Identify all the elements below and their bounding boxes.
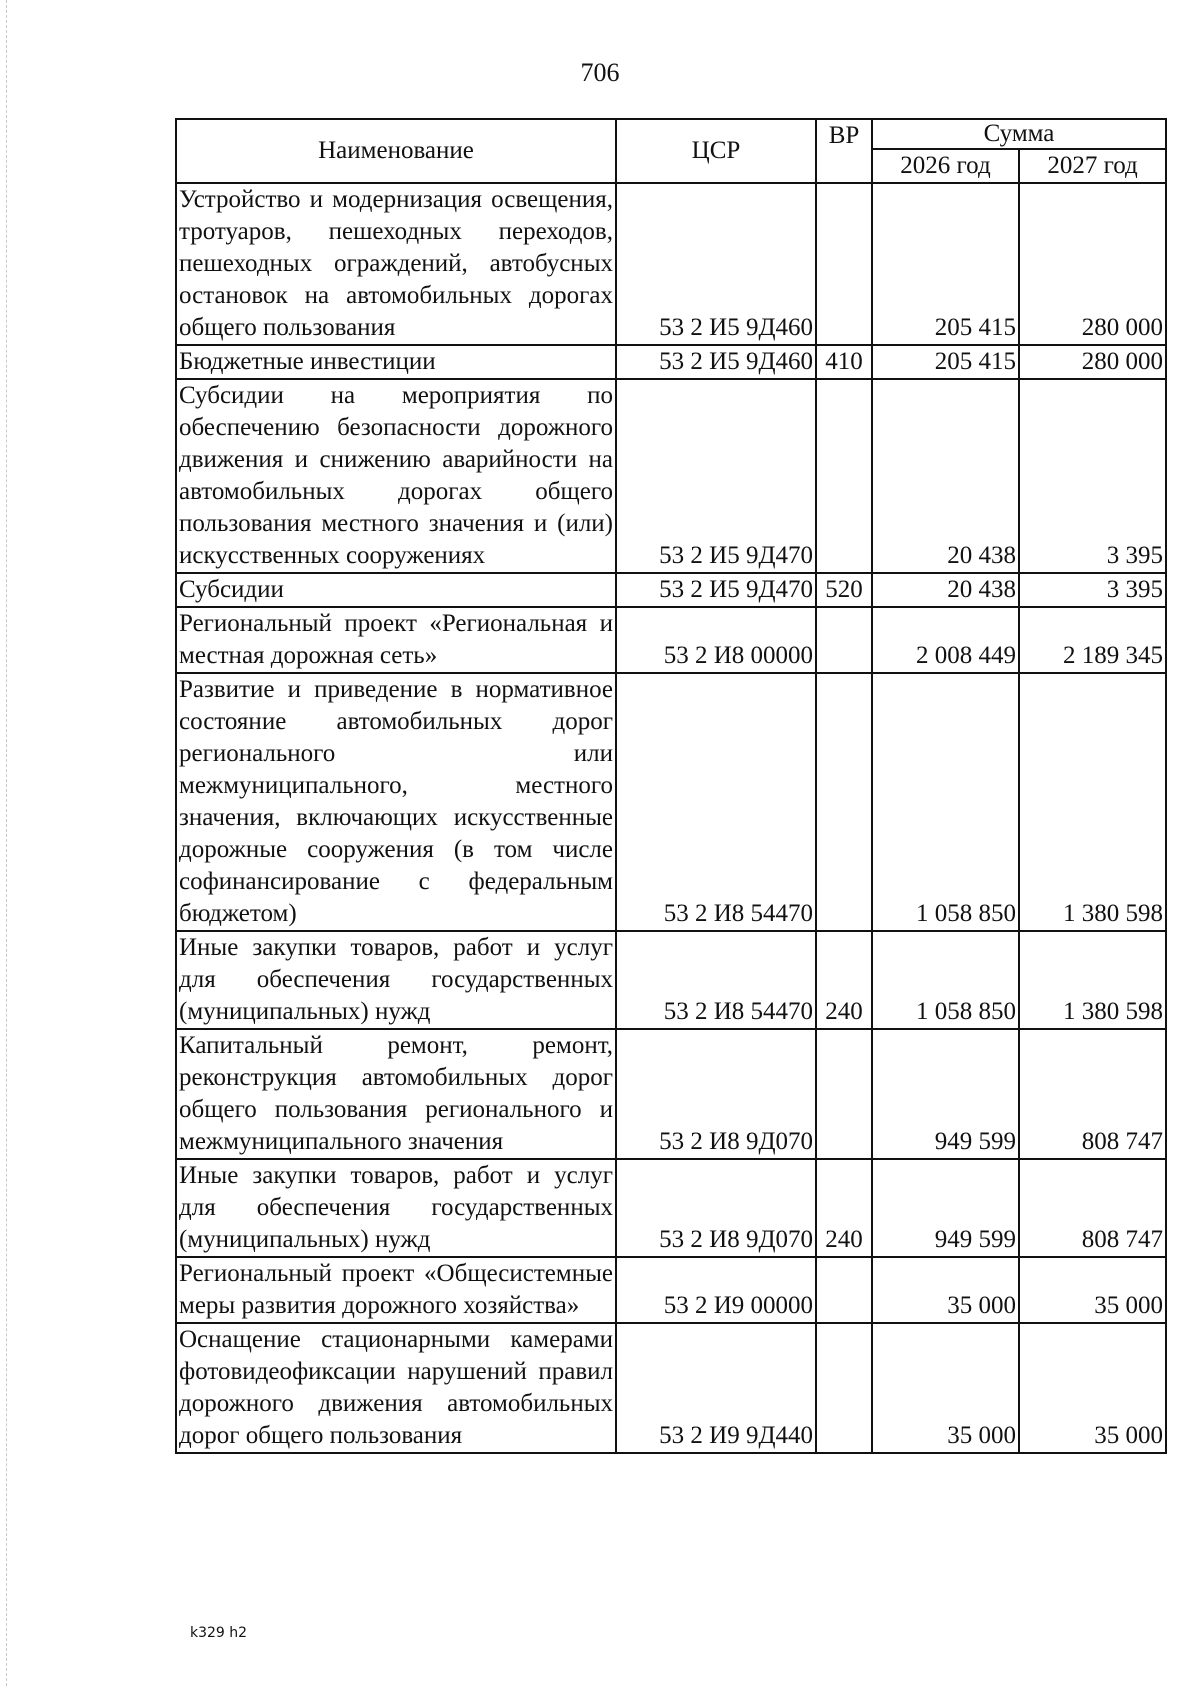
scan-edge-line	[6, 0, 8, 1686]
header-name: Наименование	[176, 119, 616, 183]
row-vr	[816, 1323, 872, 1453]
row-csr: 53 2 И8 00000	[616, 607, 816, 673]
row-2026: 1 058 850	[872, 931, 1019, 1029]
page-number: 706	[580, 58, 620, 87]
table-row	[176, 1257, 1166, 1323]
row-name: Иные закупки товаров, работ и услуг для обеспечения государственных (муниципальных) нужд	[176, 1159, 616, 1257]
row-csr: 53 2 И5 9Д460	[616, 345, 816, 379]
row-name: Региональный проект «Общесистемные меры развития дорожного хозяйства»	[176, 1257, 616, 1323]
row-2026: 949 599	[872, 1159, 1019, 1257]
row-2026: 205 415	[872, 183, 1019, 345]
row-name: Иные закупки товаров, работ и услуг для обеспечения государственных (муниципальных) нужд	[176, 931, 616, 1029]
row-vr	[816, 673, 872, 931]
footer-code: k329 h2	[190, 1625, 248, 1641]
table-row	[176, 345, 1166, 379]
row-2027: 2 189 345	[1019, 607, 1166, 673]
row-2027: 280 000	[1019, 183, 1166, 345]
row-name: Субсидии на мероприятия по обеспечению безопасности дорожного движения и снижению аварийности на автомобильных дорогах общего пользования местного значения и (или) искусственных сооружениях	[176, 379, 616, 573]
budget-table	[175, 118, 1167, 1454]
row-name: Устройство и модернизация освещения, тротуаров, пешеходных переходов, пешеходных ограждений, автобусных остановок на автомобильных дорогах общего пользования	[176, 183, 616, 345]
row-name: Региональный проект «Региональная и местная дорожная сеть»	[176, 607, 616, 673]
row-2026: 1 058 850	[872, 673, 1019, 931]
row-csr: 53 2 И8 54470	[616, 673, 816, 931]
row-csr: 53 2 И9 9Д440	[616, 1323, 816, 1453]
row-2027: 808 747	[1019, 1029, 1166, 1159]
row-vr: 520	[816, 573, 872, 607]
row-name: Капитальный ремонт, ремонт, реконструкция автомобильных дорог общего пользования регионального и межмуниципального значения	[176, 1029, 616, 1159]
row-2026: 20 438	[872, 379, 1019, 573]
row-2026: 35 000	[872, 1323, 1019, 1453]
header-year-2027: 2027 год	[1019, 149, 1166, 183]
header-row-1	[176, 119, 1166, 149]
row-2026: 2 008 449	[872, 607, 1019, 673]
header-sum: Сумма	[872, 119, 1166, 149]
table-row	[176, 183, 1166, 345]
header-vr: ВР	[816, 119, 872, 183]
row-2027: 35 000	[1019, 1257, 1166, 1323]
row-csr: 53 2 И5 9Д470	[616, 379, 816, 573]
row-2027: 3 395	[1019, 379, 1166, 573]
row-vr	[816, 379, 872, 573]
row-2026: 949 599	[872, 1029, 1019, 1159]
row-2027: 1 380 598	[1019, 931, 1166, 1029]
row-2027: 280 000	[1019, 345, 1166, 379]
row-name: Развитие и приведение в нормативное состояние автомобильных дорог регионального или межмуниципального, местного значения, включающих искусственные дорожные сооружения (в том числе софинансирование с федеральным бюджетом)	[176, 673, 616, 931]
table-row	[176, 1029, 1166, 1159]
row-vr: 240	[816, 1159, 872, 1257]
row-csr: 53 2 И8 54470	[616, 931, 816, 1029]
row-csr: 53 2 И9 00000	[616, 1257, 816, 1323]
table-row	[176, 931, 1166, 1029]
row-2026: 35 000	[872, 1257, 1019, 1323]
row-2027: 3 395	[1019, 573, 1166, 607]
header-year-2026: 2026 год	[872, 149, 1019, 183]
table-row	[176, 573, 1166, 607]
row-csr: 53 2 И5 9Д460	[616, 183, 816, 345]
table-row	[176, 607, 1166, 673]
row-vr: 410	[816, 345, 872, 379]
row-2027: 808 747	[1019, 1159, 1166, 1257]
row-vr	[816, 1257, 872, 1323]
row-2026: 205 415	[872, 345, 1019, 379]
row-csr: 53 2 И8 9Д070	[616, 1159, 816, 1257]
row-2026: 20 438	[872, 573, 1019, 607]
table-row	[176, 673, 1166, 931]
row-name: Субсидии	[176, 573, 616, 607]
table-row	[176, 1159, 1166, 1257]
row-name: Оснащение стационарными камерами фотовидеофиксации нарушений правил дорожного движения автомобильных дорог общего пользования	[176, 1323, 616, 1453]
row-name: Бюджетные инвестиции	[176, 345, 616, 379]
table-row	[176, 1323, 1166, 1453]
row-vr	[816, 607, 872, 673]
row-vr	[816, 1029, 872, 1159]
row-csr: 53 2 И8 9Д070	[616, 1029, 816, 1159]
row-csr: 53 2 И5 9Д470	[616, 573, 816, 607]
row-2027: 35 000	[1019, 1323, 1166, 1453]
header-csr: ЦСР	[616, 119, 816, 183]
row-vr	[816, 183, 872, 345]
table-row	[176, 379, 1166, 573]
row-2027: 1 380 598	[1019, 673, 1166, 931]
row-vr: 240	[816, 931, 872, 1029]
